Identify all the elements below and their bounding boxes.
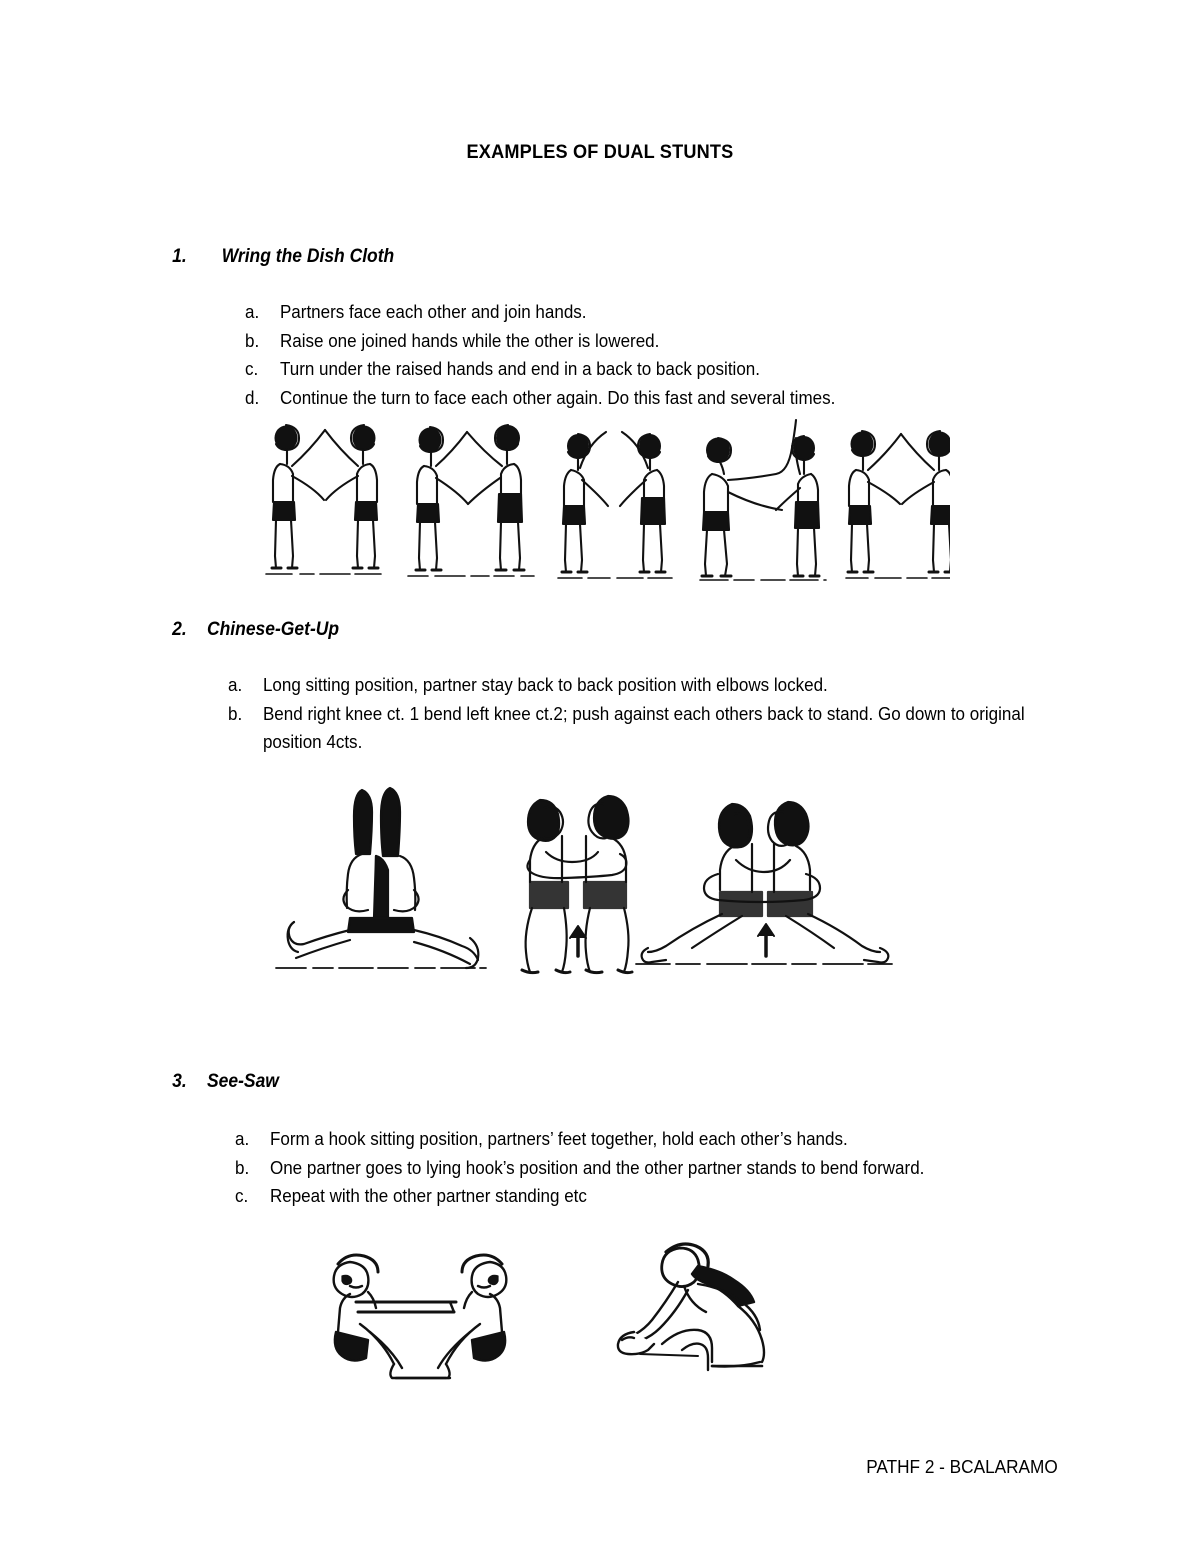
footer-text: PATHF 2 - BCALARAMO <box>866 1456 1058 1477</box>
section-3-steps <box>0 1125 1200 1211</box>
step-marker: a. <box>235 1128 250 1149</box>
section-see-saw <box>0 1049 1200 1211</box>
step-marker: b. <box>245 329 260 351</box>
step-marker: b. <box>235 1156 250 1178</box>
step-text: Bend right knee ct. 1 bend left knee ct.2; push against each others back to stand. Go down to original position 4cts. <box>262 702 1025 752</box>
section-3-heading <box>143 1049 1200 1115</box>
list-item <box>228 671 1122 700</box>
step-marker: a. <box>228 674 243 695</box>
step-marker: b. <box>228 702 243 724</box>
list-item <box>235 1125 1123 1154</box>
section-chinese-get-up <box>0 597 1200 757</box>
step-text: Long sitting position, partner stay back to back position with elbows locked. <box>262 674 828 695</box>
section-2-title: Chinese-Get-Up <box>206 619 340 640</box>
page-title: EXAMPLES OF DUAL STUNTS <box>466 141 734 163</box>
step-text: Continue the turn to face each other again. Do this fast and several times. <box>279 386 836 408</box>
list-item <box>235 1154 1123 1183</box>
step-text: Turn under the raised hands and end in a back to back position. <box>279 358 760 379</box>
section-2-number: 2. <box>172 619 187 640</box>
section-wring-the-dish-cloth <box>0 224 1200 412</box>
step-text: Form a hook sitting position, partners’ feet together, hold each other’s hands. <box>269 1128 848 1149</box>
section-2-heading <box>143 597 1200 663</box>
page-footer <box>0 1456 1200 1478</box>
section-1-heading <box>143 224 1200 290</box>
list-item <box>235 1182 1123 1211</box>
list-item <box>245 327 1124 356</box>
see-saw-illustration <box>0 1232 1200 1392</box>
section-3-number: 3. <box>172 1071 187 1092</box>
wring-the-dish-cloth-illustration <box>0 402 1200 582</box>
list-item <box>228 700 1074 757</box>
step-marker: d. <box>245 386 260 408</box>
section-1-steps <box>0 298 1200 412</box>
section-2-steps <box>0 671 1200 757</box>
section-3-title: See-Saw <box>206 1071 279 1092</box>
step-marker: c. <box>245 358 259 379</box>
step-marker: a. <box>245 301 260 322</box>
section-1-title: Wring the Dish Cloth <box>221 246 395 267</box>
list-item <box>245 298 1124 327</box>
chinese-get-up-illustration <box>0 778 1200 983</box>
step-marker: c. <box>235 1185 249 1206</box>
step-text: Raise one joined hands while the other is lowered. <box>279 329 660 351</box>
list-item <box>245 355 1124 384</box>
step-text: Repeat with the other partner standing etc <box>269 1185 587 1206</box>
step-text: Partners face each other and join hands. <box>279 301 587 322</box>
step-text: One partner goes to lying hook’s position and the other partner stands to bend forward. <box>269 1156 925 1178</box>
section-1-number: 1. <box>172 246 187 267</box>
